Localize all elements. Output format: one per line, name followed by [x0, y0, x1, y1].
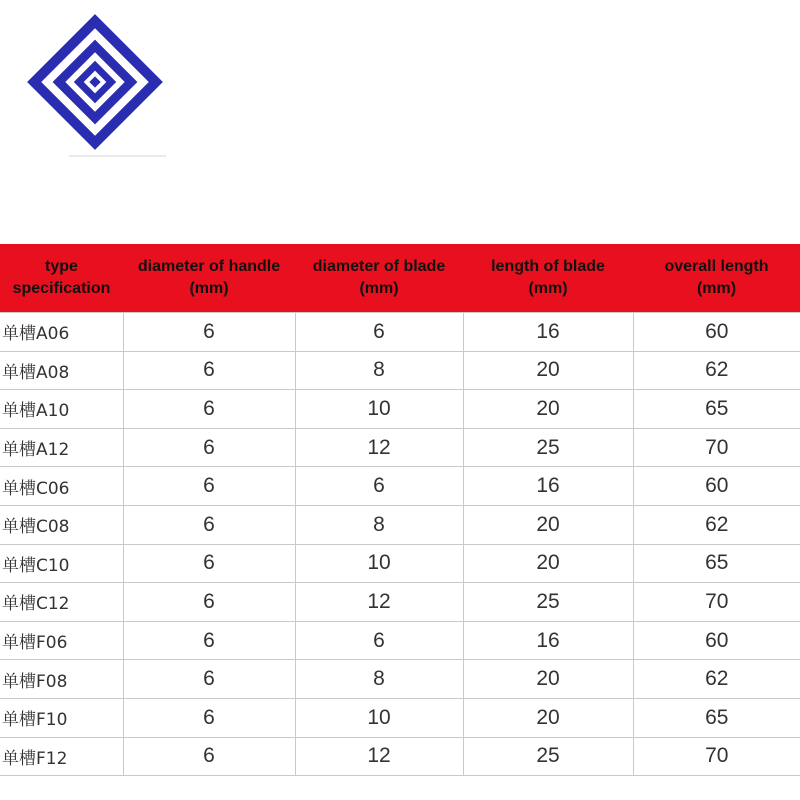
- overall-length-cell: 60: [633, 467, 800, 506]
- blade-length-cell: 16: [463, 467, 633, 506]
- table-body: [0, 313, 800, 776]
- blade-length-cell: 16: [463, 313, 633, 352]
- type-cell: 单槽C06: [0, 467, 123, 506]
- table-row: [0, 544, 800, 583]
- blade-length-cell: 20: [463, 390, 633, 429]
- blade-diameter-cell: 8: [295, 505, 463, 544]
- type-cell: 单槽F10: [0, 698, 123, 737]
- header-line1: diameter of handle: [137, 258, 281, 275]
- table-row: [0, 390, 800, 429]
- overall-length-cell: 65: [633, 698, 800, 737]
- type-cell: 单槽A06: [0, 313, 123, 352]
- header-line1: type: [45, 258, 78, 275]
- overall-length-cell: 62: [633, 505, 800, 544]
- type-cell: 单槽A12: [0, 428, 123, 467]
- header-type-specification: [0, 244, 123, 313]
- blade-length-cell: 20: [463, 505, 633, 544]
- blade-length-cell: 16: [463, 621, 633, 660]
- header-diameter-of-handle: [123, 244, 295, 313]
- handle-diameter-cell: 6: [123, 737, 295, 776]
- table-row: [0, 351, 800, 390]
- header-overall-length: [633, 244, 800, 313]
- table-row: [0, 505, 800, 544]
- overall-length-cell: 60: [633, 313, 800, 352]
- header-line2: specification: [12, 280, 111, 297]
- handle-diameter-cell: 6: [123, 390, 295, 429]
- handle-diameter-cell: 6: [123, 544, 295, 583]
- header-line1: overall length: [664, 258, 769, 275]
- header-line2: (mm): [359, 280, 399, 297]
- blade-length-cell: 25: [463, 737, 633, 776]
- overall-length-cell: 70: [633, 428, 800, 467]
- table-row: [0, 660, 800, 699]
- handle-diameter-cell: 6: [123, 583, 295, 622]
- table-row: [0, 698, 800, 737]
- table-row: [0, 313, 800, 352]
- blade-diameter-cell: 10: [295, 698, 463, 737]
- header-line1: diameter of blade: [312, 258, 446, 275]
- handle-diameter-cell: 6: [123, 467, 295, 506]
- handle-diameter-cell: 6: [123, 351, 295, 390]
- overall-length-cell: 65: [633, 544, 800, 583]
- header-line2: (mm): [528, 280, 568, 297]
- overall-length-cell: 70: [633, 583, 800, 622]
- table-row: [0, 467, 800, 506]
- type-cell: 单槽F08: [0, 660, 123, 699]
- header-line2: (mm): [696, 280, 737, 297]
- blade-diameter-cell: 6: [295, 467, 463, 506]
- table-header-row: [0, 244, 800, 313]
- nested-diamond-logo-icon: [24, 10, 166, 162]
- handle-diameter-cell: 6: [123, 698, 295, 737]
- table-row: [0, 428, 800, 467]
- blade-length-cell: 20: [463, 660, 633, 699]
- handle-diameter-cell: 6: [123, 660, 295, 699]
- blade-diameter-cell: 10: [295, 390, 463, 429]
- header-line2: (mm): [189, 280, 229, 297]
- blade-length-cell: 25: [463, 428, 633, 467]
- overall-length-cell: 62: [633, 351, 800, 390]
- type-cell: 单槽C10: [0, 544, 123, 583]
- overall-length-cell: 70: [633, 737, 800, 776]
- type-cell: 单槽A08: [0, 351, 123, 390]
- table-row: [0, 737, 800, 776]
- header-length-of-blade: [463, 244, 633, 313]
- specification-table: [0, 244, 800, 776]
- table-row: [0, 621, 800, 660]
- blade-length-cell: 20: [463, 544, 633, 583]
- handle-diameter-cell: 6: [123, 428, 295, 467]
- blade-diameter-cell: 8: [295, 660, 463, 699]
- blade-diameter-cell: 12: [295, 737, 463, 776]
- table-row: [0, 583, 800, 622]
- type-cell: 单槽F06: [0, 621, 123, 660]
- handle-diameter-cell: 6: [123, 621, 295, 660]
- blade-diameter-cell: 10: [295, 544, 463, 583]
- header-line1: length of blade: [491, 258, 605, 275]
- header-diameter-of-blade: [295, 244, 463, 313]
- handle-diameter-cell: 6: [123, 505, 295, 544]
- blade-diameter-cell: 8: [295, 351, 463, 390]
- blade-diameter-cell: 6: [295, 313, 463, 352]
- blade-length-cell: 25: [463, 583, 633, 622]
- blade-diameter-cell: 12: [295, 428, 463, 467]
- type-cell: 单槽A10: [0, 390, 123, 429]
- blade-diameter-cell: 12: [295, 583, 463, 622]
- overall-length-cell: 60: [633, 621, 800, 660]
- overall-length-cell: 62: [633, 660, 800, 699]
- blade-diameter-cell: 6: [295, 621, 463, 660]
- type-cell: 单槽C08: [0, 505, 123, 544]
- type-cell: 单槽F12: [0, 737, 123, 776]
- blade-length-cell: 20: [463, 698, 633, 737]
- handle-diameter-cell: 6: [123, 313, 295, 352]
- type-cell: 单槽C12: [0, 583, 123, 622]
- blade-length-cell: 20: [463, 351, 633, 390]
- overall-length-cell: 65: [633, 390, 800, 429]
